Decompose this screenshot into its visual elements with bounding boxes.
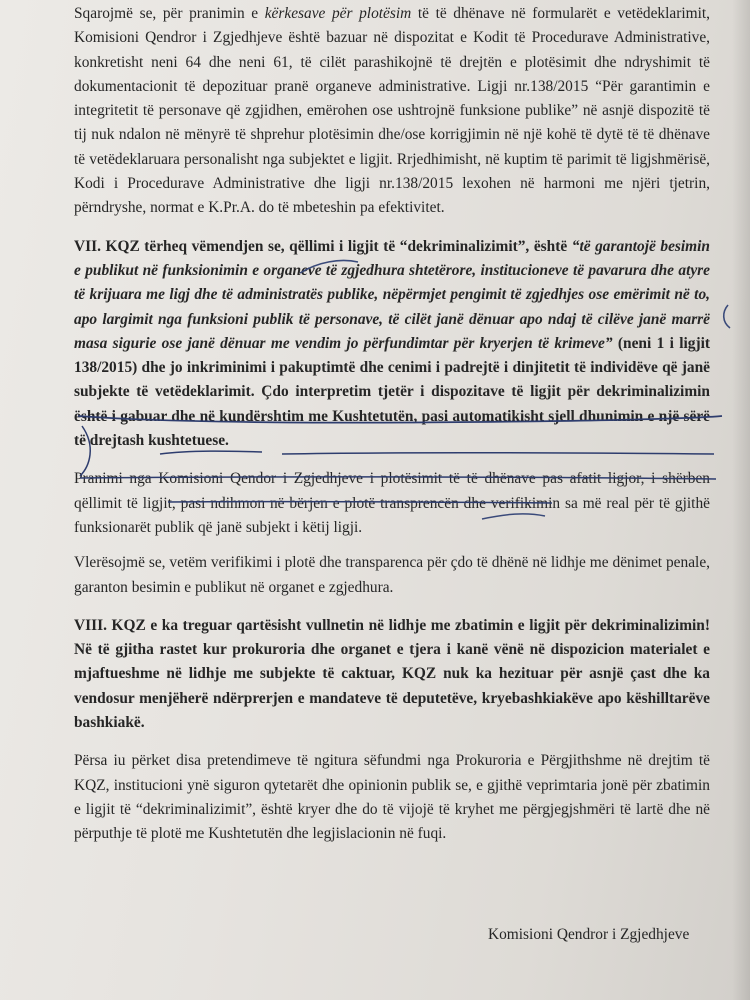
section-vii-intro: VII. KQZ tërheq vëmendjen se, qëllimi i ligjit të “dekriminalizimit”, është: [74, 237, 572, 255]
pen-margin-mark: [724, 305, 730, 328]
signature-line: Komisioni Qendror i Zgjedhjeve: [488, 926, 690, 943]
paragraph-6: Përsa iu përket disa pretendimeve të ngitura sëfundmi nga Prokuroria e Përgjithshme në drejtim të KQZ, institucioni ynë siguron qytetarët dhe opinionin publik se, e gjithë veprimtaria jonë për zbatimin e ligjit të “dekriminalizimit”, është kryer dhe do të vijojë të kryhet me përgjegjshmëri të lartë dhe në përputhje të plotë me Kushtetutën dhe legjislacionin në fuqi.: [74, 752, 710, 843]
paragraph-section-viii: VIII. KQZ e ka treguar qartësisht vullnetin në lidhje me zbatimin e ligjit për dekriminalizimin! Në të gjitha rastet kur prokuroria dhe organet e tjera i kanë vënë në dispozicion materialet e mjaftueshme në lidhje me subjekte të caktuar, KQZ nuk ka hezituar për asnjë çast dhe ka vendosur menjëherë ndërprerjen e mandateve të deputetëve, kryebashkiakëve apo këshilltarëve bashkiakë.: [74, 616, 710, 732]
section-vii-quote: “të garantojë besimin e publikut në funksionimin e organeve të zgjedhura shtetërore, institucioneve të pavarura dhe atyre të krijuara me ligj dhe të administratës publike, nëpërmjet pengimit të zgjedhjes ose emërimit në to, apo largimit nga funksioni publik të personave, të cilët janë dënuar apo ndaj të cilëve janë marrë masa sigurie ose janë dënuar me vendim jo përfundimtar për kryerjen të krimeve”: [74, 237, 710, 352]
paragraph-1-text-a: Sqarojmë se, për pranimin e: [74, 5, 265, 22]
paragraph-section-vii: [74, 235, 710, 454]
page-shadow: [732, 0, 750, 1000]
section-vii-conclusion: (neni 1 i ligjit 138/2015) dhe jo inkriminimi i pakuptimtë dhe cenimi i padrejtë i dinjitetit të individëve që janë subjekte të vetëdeklarimit. Çdo interpretim tjetër i dispozitave të ligjit për dekriminalizimin është i gabuar dhe në kundërshtim me Kushtetutën, pasi automatikisht sjell dhunimin e një sërë të drejtash kushtetuese.: [74, 334, 710, 450]
document-body: [74, 2, 710, 847]
paragraph-1: [74, 2, 710, 221]
paragraph-3: Pranimi nga Komisioni Qendor i Zgjedhjeve i plotësimit të të dhënave pas afatit ligjor, i shërben qëllimit të ligjit, pasi ndihmon në bërjen e plotë transprencën dhe verifikimin sa më real për të gjithë funksionarët publik që janë subjekt i këtij ligji.: [74, 470, 710, 536]
paragraph-4: Vlerësojmë se, vetëm verifikimi i plotë dhe transparenca për çdo të dhënë në lidhje me dënimet penale, garanton besimin e publikut në organet e zgjedhura.: [74, 554, 710, 596]
paragraph-1-italic: kërkesave për plotësim: [264, 5, 412, 22]
paragraph-1-text-b: të të dhënave në formularët e vetëdeklarimit, Komisioni Qendror i Zgjedhjeve është bazuar në dispozitat e Kodit të Procedurave Administrative, konkretisht neni 64 dhe neni 61, të cilët parashikojnë të drejtën e plotësimit dhe ndryshimit të dokumentacionit të depozituar pranë organeve administrative. Ligji nr.138/2015 “Për garantimin e integritetit të personave që zgjidhen, emërohen ose ushtrojnë funksione publike” në asnjë dispozitë të tij nuk ndalon në mënyrë të shprehur plotësimin dhe/ose korrigjimin në një kohë të dytë të të dhënave të vetëdeklaruara personalisht nga subjektet e ligjit. Rrjedhimisht, në kuptim të parimit të ligjshmërisë, Kodi i Procedurave Administrative dhe ligji nr.138/2015 lexohen në harmoni me njëri tjetrin, përndryshe, normat e K.Pr.A. do të mbeteshin pa efektivitet.: [74, 5, 711, 217]
